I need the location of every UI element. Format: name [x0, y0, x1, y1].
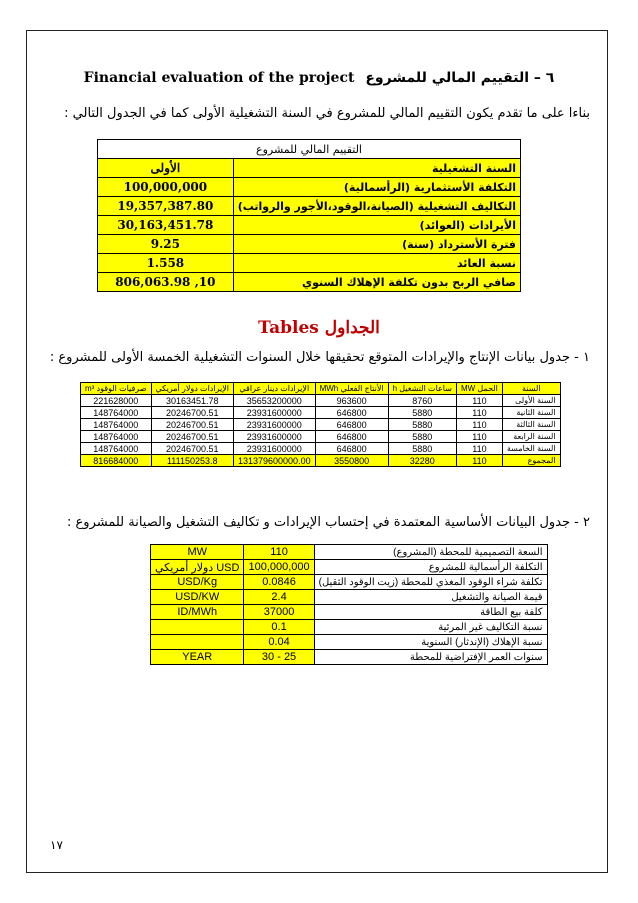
row-unit: USD دولار أمريكي [151, 560, 244, 575]
row-value: 0.1 [244, 620, 314, 635]
table-row [98, 197, 521, 216]
table-cell: 110 [456, 407, 502, 419]
table-cell: 148764000 [81, 407, 152, 419]
table-header-row [81, 383, 561, 395]
table-cell: 3550800 [315, 455, 388, 467]
row-value: الأولى [98, 159, 234, 178]
table-cell: 8760 [388, 395, 456, 407]
intro-text: بناءا على ما تقدم يكون التقييم المالي للمشروع في السنة التشغيلية الأولى كما في الجدول التالي : [64, 106, 590, 121]
table-cell: 221628000 [81, 395, 152, 407]
basic-data-table-caption: ٢ - جدول البيانات الأساسية المعتمدة في إحتساب الإيرادات و تكاليف التشغيل والصيانة للمشروع : [67, 515, 590, 530]
table-cell: 111150253.8 [151, 455, 234, 467]
table-cell: 23931600000 [234, 431, 316, 443]
table-cell: السنة الرابعة [502, 431, 560, 443]
table-cell: 5880 [388, 443, 456, 455]
row-unit [151, 620, 244, 635]
table-cell: 110 [456, 455, 502, 467]
row-label: التكاليف التشغيلية (الصيانة،الوقود،الأجور والرواتب) [233, 197, 520, 216]
row-value: 1.558 [98, 254, 234, 273]
row-value: 2.4 [244, 590, 314, 605]
heading-number: ٦ – [533, 70, 555, 86]
row-unit: USD/Kg [151, 575, 244, 590]
production-table-caption: ١ - جدول بيانات الإنتاج والإيرادات المتوقع تحقيقها خلال السنوات التشغيلية الخمسة الأولى للمشروع : [49, 350, 590, 365]
table-cell: 110 [456, 395, 502, 407]
table-cell: 646800 [315, 407, 388, 419]
table-cell: 5880 [388, 419, 456, 431]
table-cell: 20246700.51 [151, 419, 234, 431]
row-label: نسبة التكاليف غير المرئية [314, 620, 547, 635]
table-cell: 20246700.51 [151, 443, 234, 455]
table-cell: السنة الثالثة [502, 419, 560, 431]
table-cell: 110 [456, 419, 502, 431]
production-revenue-table [80, 382, 561, 467]
row-unit: YEAR [151, 650, 244, 665]
table-row [81, 395, 561, 407]
row-label: التكلفة الأستثمارية (الرأسمالية) [233, 178, 520, 197]
section-heading [40, 70, 598, 92]
row-unit: ID/MWh [151, 605, 244, 620]
table-cell: 35653200000 [234, 395, 316, 407]
table-row [98, 273, 521, 292]
table-cell: 110 [456, 443, 502, 455]
row-label: تكلفة شراء الوقود المغذي للمحطة (زيت الوقود الثقيل) [314, 575, 547, 590]
table-cell: 23931600000 [234, 419, 316, 431]
row-unit: USD/KW [151, 590, 244, 605]
column-header: السنة [502, 383, 560, 395]
row-label: صافي الربح بدون تكلفة الإهلاك السنوي [233, 273, 520, 292]
row-value: 9.25 [98, 235, 234, 254]
column-header: الأنتاج الفعلي MWh [315, 383, 388, 395]
table-cell: 30163451.78 [151, 395, 234, 407]
row-value: 110 [244, 545, 314, 560]
table-row [81, 443, 561, 455]
table-cell: 148764000 [81, 419, 152, 431]
row-label: نسبة العائد [233, 254, 520, 273]
table-row [151, 635, 548, 650]
financial-evaluation-table [97, 139, 521, 292]
row-value: 100,000,000 [244, 560, 314, 575]
table-row [151, 575, 548, 590]
table-cell: 646800 [315, 419, 388, 431]
financial-table-title: التقييم المالي للمشروع [98, 140, 521, 159]
row-value: 0.0846 [244, 575, 314, 590]
table-cell: 148764000 [81, 443, 152, 455]
column-header: الإيرادات دولار أمريكي [151, 383, 234, 395]
table-row [81, 431, 561, 443]
table-row [98, 254, 521, 273]
row-value: 100,000,000 [98, 178, 234, 197]
row-value: 10, 806,063.98 [98, 273, 234, 292]
table-cell: 646800 [315, 431, 388, 443]
column-header: الحمل MW [456, 383, 502, 395]
heading-english: Financial evaluation of the project [83, 70, 355, 86]
row-label: السنة التشغيلية [233, 159, 520, 178]
page-number: ١٧ [50, 838, 63, 852]
table-cell: المجموع [502, 455, 560, 467]
row-label: الأيرادات (العوائد) [233, 216, 520, 235]
table-cell: 963600 [315, 395, 388, 407]
row-value: 19,357,387.80 [98, 197, 234, 216]
row-value: 37000 [244, 605, 314, 620]
table-row [151, 650, 548, 665]
row-value: 30,163,451.78 [98, 216, 234, 235]
basic-data-table [150, 544, 548, 665]
row-unit [151, 635, 244, 650]
table-cell: 131379600000.00 [234, 455, 316, 467]
table-row [81, 407, 561, 419]
row-value: 0.04 [244, 635, 314, 650]
row-label: سنوات العمر الإفتراضية للمحطة [314, 650, 547, 665]
heading-arabic: التقييم المالي للمشروع [365, 70, 530, 86]
column-header: الإيرادات دينار عراقي [234, 383, 316, 395]
row-label: فترة الأسترداد (سنة) [233, 235, 520, 254]
total-row [81, 455, 561, 467]
row-label: كلفة بيع الطاقة [314, 605, 547, 620]
table-row [81, 419, 561, 431]
table-cell: 5880 [388, 431, 456, 443]
table-cell: السنة الثانية [502, 407, 560, 419]
table-row [98, 159, 521, 178]
table-cell: 20246700.51 [151, 407, 234, 419]
table-cell: 20246700.51 [151, 431, 234, 443]
column-header: ساعات التشغيل h [388, 383, 456, 395]
table-cell: 23931600000 [234, 407, 316, 419]
table-row [151, 620, 548, 635]
table-cell: 5880 [388, 407, 456, 419]
row-label: نسبة الإهلاك (الإندثار) السنوية [314, 635, 547, 650]
table-cell: 110 [456, 431, 502, 443]
table-cell: السنة الخامسة [502, 443, 560, 455]
table-title-row [98, 140, 521, 159]
table-row [98, 216, 521, 235]
table-row [151, 560, 548, 575]
table-cell: 148764000 [81, 431, 152, 443]
table-cell: 646800 [315, 443, 388, 455]
table-cell: 816684000 [81, 455, 152, 467]
tables-section-title: الجداول Tables [258, 318, 380, 338]
row-label: السعة التصميمية للمحطة (المشروع) [314, 545, 547, 560]
table-cell: 32280 [388, 455, 456, 467]
table-row [98, 178, 521, 197]
table-cell: السنة الأولى [502, 395, 560, 407]
row-label: التكلفة الرأسمالية للمشروع [314, 560, 547, 575]
table-cell: 23931600000 [234, 443, 316, 455]
column-header: صرفيات الوقود m³ [81, 383, 152, 395]
table-row [151, 590, 548, 605]
row-unit: MW [151, 545, 244, 560]
row-value: 25 - 30 [244, 650, 314, 665]
table-row [151, 545, 548, 560]
table-row [98, 235, 521, 254]
table-row [151, 605, 548, 620]
row-label: قيمة الصيانة والتشغيل [314, 590, 547, 605]
